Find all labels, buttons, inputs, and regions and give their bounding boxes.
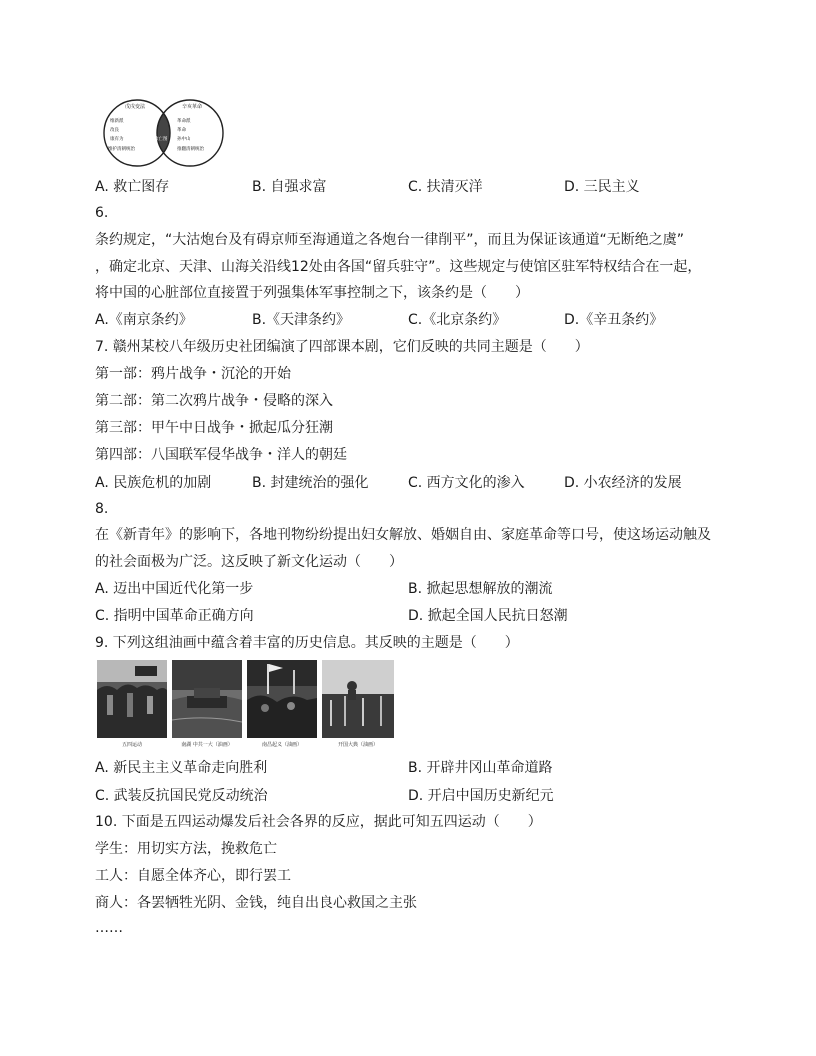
q10-line: 工人：自愿全体齐心，即行罢工 [95, 868, 291, 884]
q7-option-c[interactable]: C. 西方文化的渗入 [408, 475, 525, 491]
q8-number: 8. [95, 501, 109, 517]
venn-right-title: 辛亥革命 [181, 104, 203, 110]
q7-part: 第二部：第二次鸦片战争・侵略的深入 [95, 393, 333, 409]
venn-left-title: 戊戌变法 [124, 104, 146, 110]
painting-south-lake [172, 660, 242, 752]
q9-option-b[interactable]: B. 开辟井冈山革命道路 [408, 760, 553, 776]
painting-image [322, 660, 394, 738]
q7-part: 第四部：八国联军侵华战争・洋人的朝廷 [95, 447, 347, 463]
painting-may-fourth [97, 660, 167, 752]
q10-ellipsis: …… [95, 920, 123, 936]
q6-option-b[interactable]: B.《天津条约》 [252, 312, 351, 328]
venn-left-item: 维新派 [110, 119, 124, 124]
painting-caption: 南湖 中共一大（油画） [181, 742, 233, 748]
painting-image [172, 660, 242, 738]
venn-diagram [97, 98, 229, 168]
oil-paintings-group [97, 660, 394, 752]
q9-option-c[interactable]: C. 武装反抗国民党反动统治 [95, 788, 268, 804]
q7-option-b[interactable]: B. 封建统治的强化 [252, 475, 369, 491]
q8-option-b[interactable]: B. 掀起思想解放的潮流 [408, 581, 553, 597]
q8-option-c[interactable]: C. 指明中国革命正确方向 [95, 608, 254, 624]
venn-left-item: 康有为 [110, 137, 124, 142]
q6-number: 6. [95, 205, 109, 221]
venn-right-item: 革命 [177, 128, 186, 133]
q8-stem-line: 的社会面极为广泛。这反映了新文化运动（ ） [95, 554, 403, 570]
q6-option-c[interactable]: C.《北京条约》 [408, 312, 507, 328]
q7-part: 第一部：鸦片战争・沉沦的开始 [95, 366, 291, 382]
q6-option-a[interactable]: A.《南京条约》 [95, 312, 193, 328]
q10-stem: 10. 下面是五四运动爆发后社会各界的反应，据此可知五四运动（ ） [95, 814, 542, 830]
q7-stem: 7. 赣州某校八年级历史社团编演了四部课本剧，它们反映的共同主题是（ ） [95, 339, 589, 355]
q10-line: 学生：用切实方法，挽救危亡 [95, 841, 277, 857]
q9-option-d[interactable]: D. 开启中国历史新纪元 [408, 788, 554, 804]
q5-option-c[interactable]: C. 扶清灭洋 [408, 179, 483, 195]
q6-option-d[interactable]: D.《辛丑条约》 [564, 312, 664, 328]
painting-nanchang-uprising [247, 660, 317, 752]
venn-right-item: 革命派 [177, 119, 191, 124]
venn-right-item: 推翻清朝统治 [177, 147, 204, 152]
painting-caption: 开国大典（油画） [337, 742, 378, 748]
venn-right-item: 孙中山 [177, 137, 191, 142]
q10-line: 商人：各罢牺牲光阴、金钱，纯自出良心救国之主张 [95, 895, 417, 911]
q6-stem-line: 条约规定，“大沽炮台及有碍京师至海通道之各炮台一律削平”，而且为保证该通道“无断绝之虞” [95, 232, 685, 248]
painting-image [247, 660, 317, 738]
q5-option-d[interactable]: D. 三民主义 [564, 179, 640, 195]
painting-image [97, 660, 167, 738]
venn-left-item: 改良 [110, 128, 119, 133]
q7-option-d[interactable]: D. 小农经济的发展 [564, 475, 682, 491]
painting-caption: 五四运动 [121, 742, 142, 748]
q8-stem-line: 在《新青年》的影响下，各地刊物纷纷提出妇女解放、婚姻自由、家庭革命等口号，使这场运动触及 [95, 527, 711, 543]
q8-option-d[interactable]: D. 掀起全国人民抗日怒潮 [408, 608, 568, 624]
q7-option-a[interactable]: A. 民族危机的加剧 [95, 475, 212, 491]
venn-left-item: 维护清朝统治 [108, 147, 135, 152]
q7-part: 第三部：甲午中日战争・掀起瓜分狂潮 [95, 420, 333, 436]
q5-option-a[interactable]: A. 救亡图存 [95, 179, 170, 195]
venn-center-item: 救亡图 [154, 137, 168, 142]
q9-option-a[interactable]: A. 新民主主义革命走向胜利 [95, 760, 268, 776]
painting-founding-ceremony [322, 660, 394, 752]
q6-stem-line: 将中国的心脏部位直接置于列强集体军事控制之下，该条约是（ ） [95, 285, 529, 301]
q5-option-b[interactable]: B. 自强求富 [252, 179, 327, 195]
q6-stem-line: ，确定北京、天津、山海关沿线12处由各国“留兵驻守”。这些规定与使馆区驻军特权结合在一起， [95, 259, 702, 275]
q8-option-a[interactable]: A. 迈出中国近代化第一步 [95, 581, 254, 597]
q9-stem: 9. 下列这组油画中蕴含着丰富的历史信息。其反映的主题是（ ） [95, 635, 519, 651]
painting-caption: 南昌起义（油画） [261, 742, 302, 748]
